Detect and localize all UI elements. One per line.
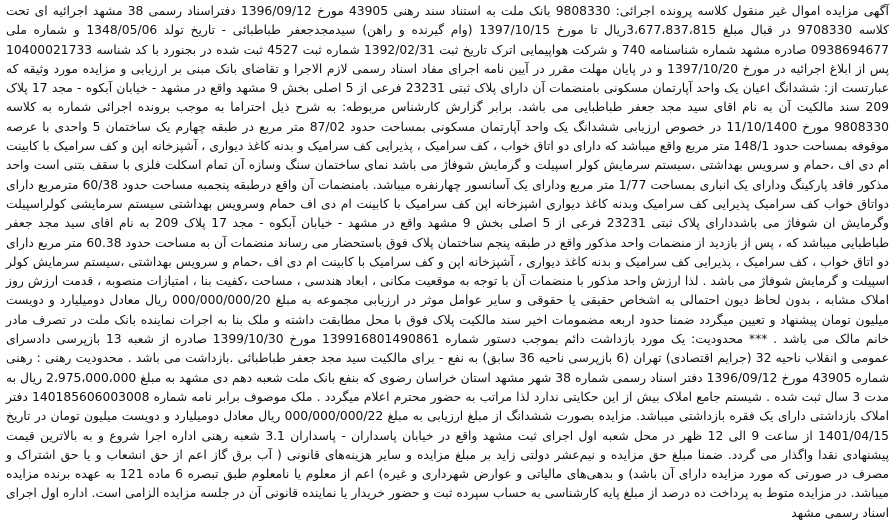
notice-body: آگهی مزایده اموال غیر منقول کلاسه پرونده اجرائی: 9808330 بانک ملت به استناد سند رهنی 43905 مورخ 1396/09/12 دفتراسناد رسمی 38 مشهد اجرائیه ای تحت کلاسه 9708330 در قبال مبلغ 3،677،837،815ریال تا مورخ 1397/10/15 (وام گیرنده و راهن) سیدمجدجعفر طباطبائی - تاریخ تولد 1348/05/06 و شماره ملی 0938694677 صادره مشهد شماره شناسنامه 740 و شرکت هواپیمایی اترک تاریخ ثبت 1392/02/31 شماره ثبت 4527 ثبت شده در بجنورد با کد شناسه 10400021733 پس از ابلاغ اجرائیه در مورخ 1397/10/20 و در پایان مهلت مقرر در آیین نامه اجرای مفاد اسناد رسمی لازم الاجرا و تقاضای بانک مبنی بر ارزیابی و مزایده مورد وثیقه که عبارتست از: ششدانگ اعیان یک واحد آپارتمان مسکونی بامنضمات آن دارای پلاک ثبتی 23231 فرعی از 5 اصلی بخش 9 مشهد واقع در مشهد - خیابان آبکوه - مجد 17 پلاک 209 سند مالکیت آن به نام اقای سید مجد جعفر طباطبایی می باشد. برابر گزارش کارشناس مربوطه: به شرح ذیل احتراما به موجب برونده اجرائی شماره به کلاسه 9808330 مورخ 11/10/1400 در خصوص ارزیابی ششدانگ یک واحد آپارتمان مسکونی بمساحت حدود 87/02 متر مربع در طبقه چهارم یک ساختمان 5 واحدی با عرصه موقوفه بمساحت حدود 148/1 متر مربع واقع میباشد که دارای دو اتاق خواب ، کف سرامیک ، پذیرایی کف سرامیک و بدنه کاغذ دیواری ، آشپزخانه اپن و کف سرامیک با کابینت ام دی اف ،حمام و سرویس بهداشتی ،سیستم سرمایش کولر اسپیلت و گرمایش شوفاژ می باشد نمای ساختمان سنگ وسازه آن تمام اسکلت فلزی با سقف بتنی است واحد مذکور فاقد پارکینگ ودارای یک انباری بمساحت 1/77 متر مربع ودارای یک آسانسور چهارنفره میباشد. بامنضمات آن واقع درطبقه پنجمبه مساحت حدود 60/38 مترمربع دارای دواتاق خواب کف سرامیک پذیرایی کف سرامیک وبدنه کاغذ دیواری اشپزخانه اپن کف سرامیک با کابینت ام دی اف حمام وسرویس بهداشتی سیستم سرمایشی کولراسپیلت وگرمایش ان شوفاژ می باشددارای پلاک ثبتی 23231 فرعی از 5 اصلی بخش 9 مشهد واقع در مشهد - خیابان آبکوه - مجد 17 پلاک 209 به نام اقای سید مجد جعفر طباطبایی میباشد که ، پس از بازدید از منضمات واحد مذکور واقع در طبقه پنجم ساختمان پلاک فوق باستحضار می رساند منضمات آن به مساحت حدود 60.38 متر مربع دارای دو اتاق خواب ، کف سرامیک ، پذیرایی کف سرامیک و بدنه کاغذ دیواری ، آشپزخانه اپن و کف سرامیک با کابینت ام دی اف ،حمام و سرویس بهداشتی ،سیستم سرمایش کولر اسپیلت و گرمایش شوفاژ می باشد . لذا ارزش واحد مذکور با منضمات آن با توجه به موقعیت مکانی ، ابعاد هندسی ، مساحت ،کفیت بنا ، امتیازات منصوبه ، قدمت ارزش روز املاک مشابه ، بدون لحاظ دیون احتمالی به اشخاص حقیقی یا حقوقی و سایر عوامل موثر در ارزیابی مجموعه به مبلغ 000/000/000/20 ریال معادل دومیلیارد و دویست میلیون تومان پیشنهاد و تعیین میگردد ضمنا حدود اربعه مضمومات اخیر سند مالکیت پلاک فوق با محل مطابقت داشته و ملک بنا به اجرات نماینده بانک ملت در تصرف مادر خانم مالک می باشد . *** محدودیت: یک مورد بازداشت دائم بموجب دستور شماره 139916801490861 مورخ 1399/10/30 صادره از شعبه 13 بازپرسی دادسرای عمومی و انقلاب ناحیه 32 (جرایم اقتصادی) تهران (6 بازپرسی ناحیه 36 سابق) به نفع - برای مالکیت سید مجد جعفر طباطبائی .بازداشت می باشد . محدودیت رهنی : رهنی شماره 43905 مورخ 1396/09/12 دفتر اسناد رسمی شماره 38 شهر مشهد استان خراسان رضوی که بنفع بانک ملت شعبه دهم دی مشهد به مبلغ 2،975،000،000 ریال به مدت 3 سال ثبت شده . شیستم جامع املاک بیش از این حکایتی ندارد لذا مراتب به حضور محترم اعلام میگردد . ملک موصوف برابر نامه شماره 140185606003008 دفتر املاک بازداشتی دارای یک فقره بازداشتی میباشد. مزایده بصورت ششدانگ از مبلغ ارزیابی به مبلغ 000/000/000/22 ریال معادل دومیلیارد و دویست میلیون تومان در تاریخ 1401/04/15 از ساعت 9 الی 12 ظهر در محل شعبه اول اجرای ثبت مشهد واقع در خیابان پاسداران - پاسداران 3.1 شعبه رهنی اداره اجرا شروع و به بالاترین قیمت پیشنهادی نقدا واگذار می گردد. ضمنا مبلغ حق مزایده و نیم‌عشر دولتی زاید بر مبلغ مزایده و سایر هزینه‌های قانونی ( آب برق گاز اعم از حق انشعاب و یا حق اشتراک و مصرف در صورتی که مورد مزایده دارای آن باشد) و بدهی‌های مالیاتی و عوارض شهرداری و غیره) اعم از معلوم یا نامعلوم طبق تبصره 6 ماده 121 به عهده برنده مزایده میباشد. در مزایده متوط به پرداخت ده درصد از مبلغ پایه کارشناسی به حساب سپرده ثبت و حضور خریدار یا نماینده قانونی آن در جلسه مزایده الزامی است. اداره اول اجرای اسناد رسمی مشهد xyxy=(6,4,890,520)
